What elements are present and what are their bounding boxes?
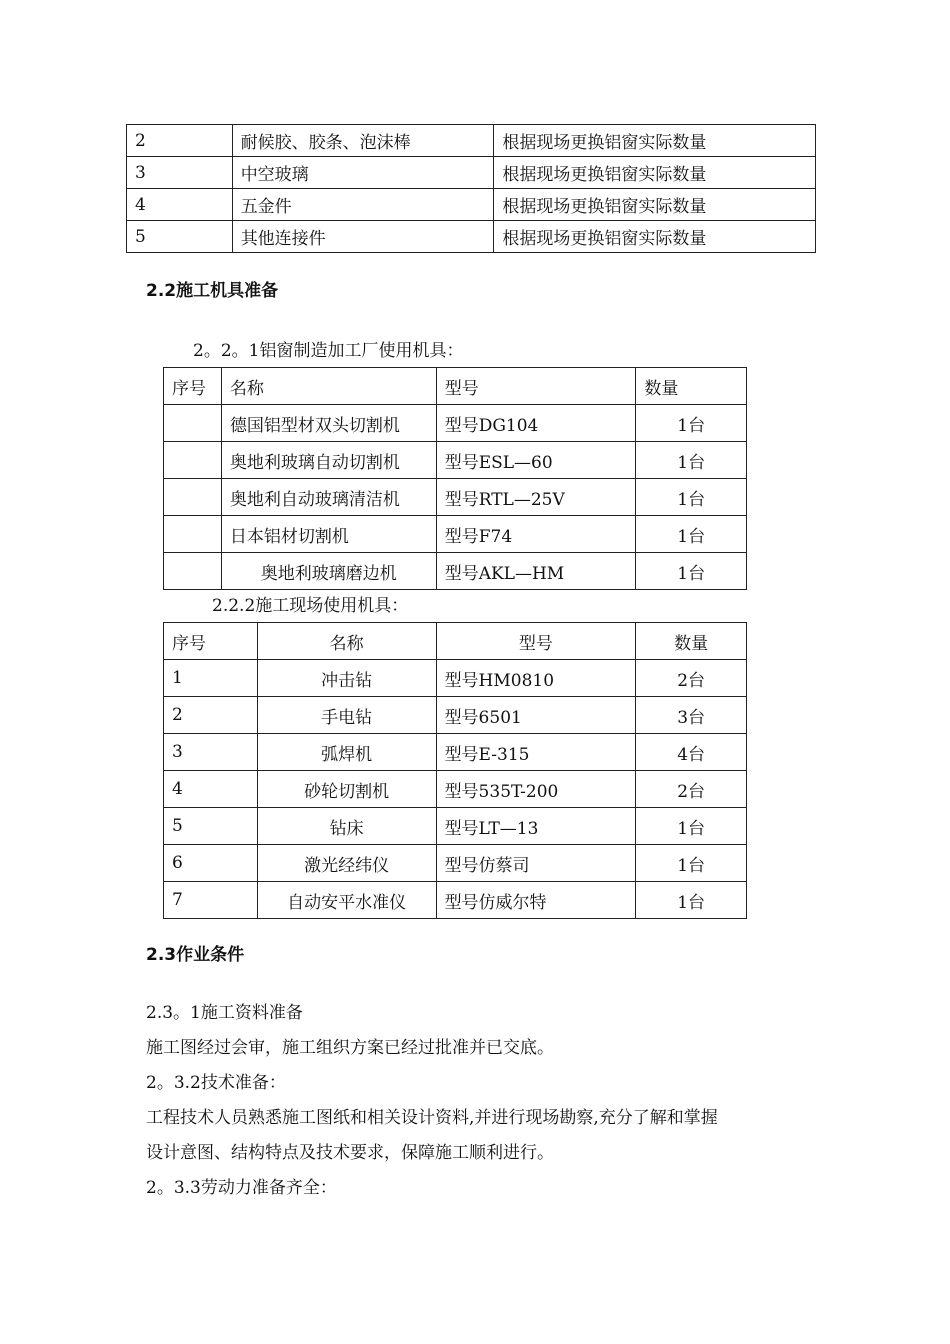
- cell-qty: 1台: [636, 808, 747, 845]
- cell-name: 冲击钻: [257, 660, 436, 697]
- p2-title: 2。3.2技术准备：: [146, 1073, 286, 1093]
- table-row: [127, 157, 816, 189]
- cell-model: 型号6501: [436, 697, 636, 734]
- table-row: [127, 189, 816, 221]
- cell-model: 型号535T-200: [436, 771, 636, 808]
- p2-text-line2: 设计意图、结构特点及技术要求，保障施工顺利进行。: [146, 1143, 554, 1163]
- cell-qty: 1台: [636, 442, 747, 479]
- cell-num: [164, 553, 222, 590]
- table-row: [127, 221, 816, 253]
- cell-model: 型号仿威尔特: [436, 882, 636, 919]
- cell-name: 手电钻: [257, 697, 436, 734]
- p3-title: 2。3.3劳动力准备齐全：: [146, 1178, 337, 1198]
- cell-num: [164, 405, 222, 442]
- cell-name: 自动安平水准仪: [257, 882, 436, 919]
- cell-num: 4: [164, 771, 258, 808]
- cell-name: 五金件: [232, 189, 494, 221]
- cell-qty: 根据现场更换铝窗实际数量: [494, 221, 816, 253]
- cell-name: 奥地利玻璃磨边机: [221, 553, 436, 590]
- cell-qty: 3台: [636, 697, 747, 734]
- header-cell: 数量: [636, 623, 747, 660]
- cell-qty: 1台: [636, 845, 747, 882]
- cell-qty: 根据现场更换铝窗实际数量: [494, 125, 816, 157]
- cell-num: 3: [127, 157, 233, 189]
- cell-qty: 1台: [636, 553, 747, 590]
- cell-name: 奥地利玻璃自动切割机: [221, 442, 436, 479]
- cell-qty: 2台: [636, 771, 747, 808]
- cell-num: [164, 479, 222, 516]
- table-row: [127, 125, 816, 157]
- cell-name: 奥地利自动玻璃清洁机: [221, 479, 436, 516]
- header-cell: 序号: [164, 368, 222, 405]
- cell-num: 7: [164, 882, 258, 919]
- cell-model: 型号E-315: [436, 734, 636, 771]
- section-2-2-heading: 2.2施工机具准备: [146, 281, 279, 301]
- cell-num: 3: [164, 734, 258, 771]
- header-cell: 序号: [164, 623, 258, 660]
- p2-text-line1: 工程技术人员熟悉施工图纸和相关设计资料,并进行现场勘察,充分了解和掌握: [146, 1108, 718, 1128]
- cell-model: 型号ESL—60: [436, 442, 636, 479]
- cell-num: [164, 516, 222, 553]
- header-cell: 名称: [257, 623, 436, 660]
- cell-model: 型号DG104: [436, 405, 636, 442]
- table-row: [164, 516, 747, 553]
- table-row: [164, 660, 747, 697]
- cell-qty: 根据现场更换铝窗实际数量: [494, 157, 816, 189]
- subsection-2-2-2-title: 2.2.2施工现场使用机具：: [212, 596, 409, 616]
- cell-name: 中空玻璃: [232, 157, 494, 189]
- table-row: [164, 845, 747, 882]
- materials-table: [126, 124, 816, 253]
- cell-name: 其他连接件: [232, 221, 494, 253]
- cell-name: 弧焊机: [257, 734, 436, 771]
- cell-name: 激光经纬仪: [257, 845, 436, 882]
- table-row: [164, 553, 747, 590]
- cell-num: 4: [127, 189, 233, 221]
- table-row: [164, 479, 747, 516]
- table-row: [164, 808, 747, 845]
- cell-model: 型号HM0810: [436, 660, 636, 697]
- p1-title: 2.3。1施工资料准备: [146, 1003, 303, 1023]
- cell-num: 1: [164, 660, 258, 697]
- cell-model: 型号RTL—25V: [436, 479, 636, 516]
- table-row: [164, 771, 747, 808]
- cell-name: 德国铝型材双头切割机: [221, 405, 436, 442]
- table-row: [164, 697, 747, 734]
- header-cell: 名称: [221, 368, 436, 405]
- cell-num: 5: [127, 221, 233, 253]
- cell-name: 日本铝材切割机: [221, 516, 436, 553]
- cell-qty: 4台: [636, 734, 747, 771]
- header-cell: 数量: [636, 368, 747, 405]
- cell-qty: 1台: [636, 882, 747, 919]
- cell-model: 型号F74: [436, 516, 636, 553]
- table-row: [164, 405, 747, 442]
- cell-qty: 1台: [636, 479, 747, 516]
- section-2-3-heading: 2.3作业条件: [146, 945, 245, 965]
- cell-name: 砂轮切割机: [257, 771, 436, 808]
- table-row: [164, 442, 747, 479]
- p1-text: 施工图经过会审，施工组织方案已经过批准并已交底。: [146, 1038, 554, 1058]
- cell-model: 型号仿蔡司: [436, 845, 636, 882]
- subsection-2-2-1-title: 2。2。1铝窗制造加工厂使用机具：: [193, 341, 464, 361]
- cell-num: 2: [164, 697, 258, 734]
- cell-qty: 1台: [636, 516, 747, 553]
- cell-num: 6: [164, 845, 258, 882]
- header-cell: 型号: [436, 368, 636, 405]
- table-row: [164, 734, 747, 771]
- cell-qty: 2台: [636, 660, 747, 697]
- cell-num: 2: [127, 125, 233, 157]
- site-machines-table: [163, 622, 747, 919]
- cell-qty: 根据现场更换铝窗实际数量: [494, 189, 816, 221]
- cell-num: [164, 442, 222, 479]
- table-row: [164, 882, 747, 919]
- cell-name: 耐候胶、胶条、泡沫棒: [232, 125, 494, 157]
- factory-machines-table: [163, 367, 747, 590]
- cell-model: 型号LT—13: [436, 808, 636, 845]
- cell-qty: 1台: [636, 405, 747, 442]
- cell-num: 5: [164, 808, 258, 845]
- header-cell: 型号: [436, 623, 636, 660]
- cell-name: 钻床: [257, 808, 436, 845]
- cell-model: 型号AKL—HM: [436, 553, 636, 590]
